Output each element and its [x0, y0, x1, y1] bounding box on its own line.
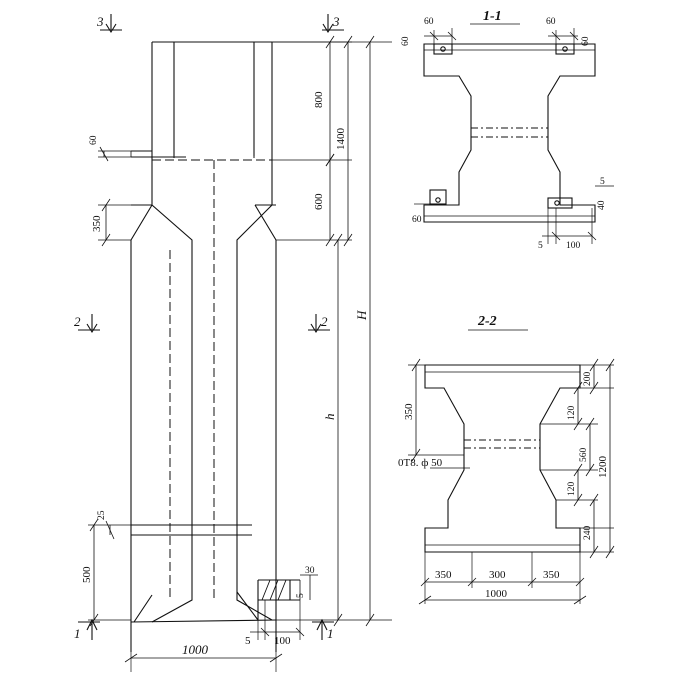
elevation-bottom-dimensions [125, 566, 318, 672]
dim-500-left: 500 [81, 566, 93, 583]
dim-60-s1-topleft: 60 [424, 17, 434, 27]
dim-60-s1-topright: 60 [546, 17, 556, 27]
dim-120-s2-lower: 120 [567, 481, 577, 496]
mark2-right-label: 2 [321, 314, 328, 329]
dim-1000-bottom: 1000 [182, 642, 208, 657]
dim-1200-s2: 1200 [597, 456, 609, 478]
dim-350-s2: 350 [403, 403, 415, 420]
dim-240-s2: 240 [583, 525, 593, 540]
dim-25-left: 25 [97, 510, 107, 520]
section-1-1-bottom-dimensions [412, 177, 614, 251]
dim-h: h [322, 413, 337, 420]
dim-350-s2-b1: 350 [435, 569, 452, 581]
dim-60-s1-topright2: 60 [581, 36, 591, 46]
elevation-left-dimensions [81, 135, 131, 626]
dim-H: H [354, 310, 369, 320]
elevation-view [74, 14, 392, 672]
dim-5-plate: 5 [245, 635, 251, 647]
dim-600: 600 [313, 193, 325, 210]
dim-1000-s2: 1000 [485, 588, 507, 600]
dim-350-left: 350 [91, 215, 103, 232]
elevation-right-dimensions [272, 36, 392, 626]
dim-60-left: 60 [89, 135, 99, 145]
section-2-2-left-dimensions [403, 359, 464, 461]
mark2-left-label: 2 [74, 314, 81, 329]
dim-300-s2-b2: 300 [489, 569, 506, 581]
dim-560-s2: 560 [579, 447, 589, 462]
section-mark-1-1 [74, 620, 334, 641]
dim-30-plate: 30 [305, 566, 315, 576]
dim-5-s1-right: 5 [600, 177, 605, 187]
dim-800: 800 [313, 91, 325, 108]
dim-350-s2-b3: 350 [543, 569, 560, 581]
section-mark-3-3 [96, 14, 344, 32]
mark3-left-label: 3 [97, 14, 104, 29]
dim-60-s1-bottomleft: 60 [412, 215, 422, 225]
section-1-1-title: 1-1 [483, 9, 502, 24]
dim-120-s2-upper: 120 [567, 405, 577, 420]
dim-200-s2: 200 [583, 371, 593, 386]
mark3-right-label: 3 [333, 14, 340, 29]
dim-1400: 1400 [335, 128, 347, 150]
dim-5-s1: 5 [538, 241, 543, 251]
dim-5-plate-v: 5 [296, 593, 306, 598]
section-2-2-view [398, 314, 614, 604]
section-1-1-view [401, 9, 614, 251]
mark1-right-label: 1 [327, 626, 334, 641]
mark1-left-label: 1 [74, 626, 81, 641]
dim-100-s1: 100 [566, 241, 581, 251]
dim-60-s1-topleft2: 60 [401, 36, 411, 46]
note-opening: 0T8. ф 50 [398, 457, 443, 469]
section-mark-2-2 [74, 314, 330, 332]
dim-100-plate: 100 [274, 635, 291, 647]
embedded-plates-top [434, 44, 574, 54]
section-2-2-bottom-dimensions [419, 552, 586, 604]
section-2-2-title: 2-2 [478, 314, 497, 329]
dim-40-s1-right: 40 [597, 200, 607, 210]
